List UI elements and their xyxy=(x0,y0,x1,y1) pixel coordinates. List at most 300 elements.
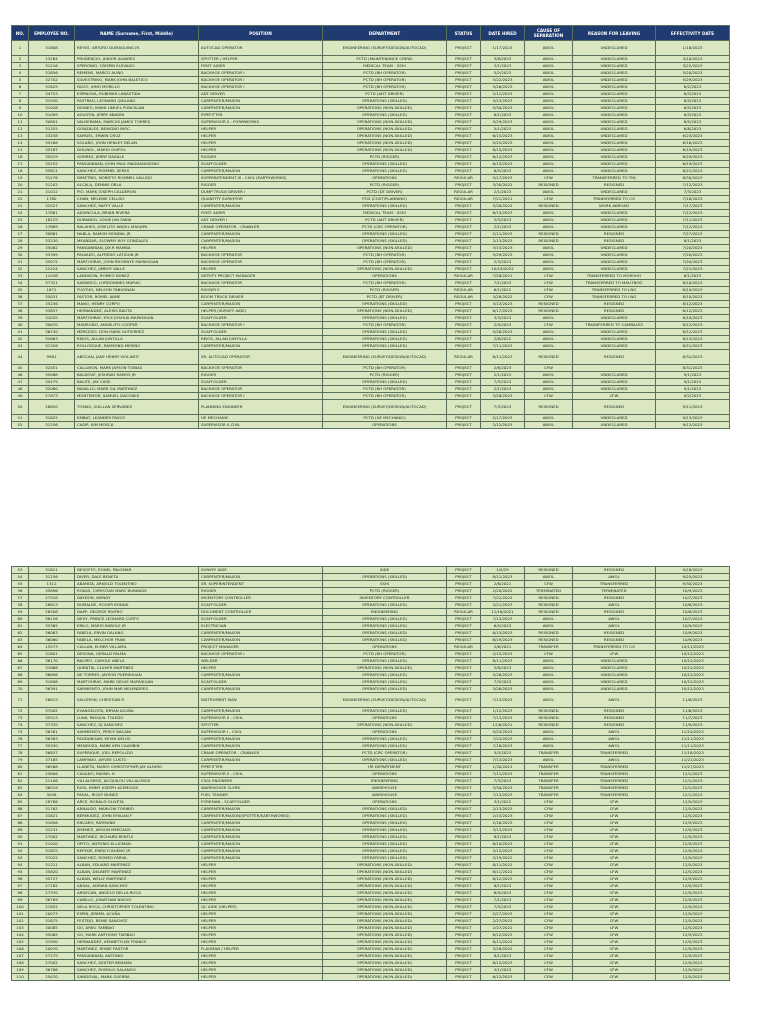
cell-department: PCTD (RIGGER) xyxy=(323,588,447,595)
cell-employee-no: 26813 xyxy=(29,602,75,609)
cell-status: PROJECT xyxy=(447,757,481,764)
cell-date-hired: 2/11/2023 xyxy=(481,231,525,238)
cell-name: ALBAN, EDUARD MARTINEZ xyxy=(75,862,199,869)
cell-date-hired: 8/11/2023 xyxy=(481,658,525,665)
cell-cause: AWOL xyxy=(525,379,573,386)
cell-reason: CFW xyxy=(573,918,656,925)
cell-date-hired: 2/15/2023 xyxy=(481,651,525,658)
table-row xyxy=(12,301,730,308)
cell-cause: AWOL xyxy=(525,91,573,98)
cell-department: OPERATIONS (SKILLED) xyxy=(323,679,447,686)
table-row xyxy=(12,693,730,708)
table-row xyxy=(12,147,730,154)
cell-cause: RESIGNED xyxy=(525,238,573,245)
cell-position: REJOS, ALLAN JUNTILLA xyxy=(199,336,323,343)
cell-reason: AWOL xyxy=(573,757,656,764)
cell-effectivity: 9/1/2023 xyxy=(656,379,730,386)
cell-employee-no: 15573 xyxy=(29,644,75,651)
cell-date-hired: 2/21/2023 xyxy=(481,602,525,609)
cell-date-hired: 3/13/2023 xyxy=(481,827,525,834)
cell-position: CIVIL ENGINEER xyxy=(199,778,323,785)
cell-department: PCTD (BH OPERATOR) xyxy=(323,651,447,658)
cell-employee-no: 31231 xyxy=(29,827,75,834)
cell-status: PROJECT xyxy=(447,336,481,343)
cell-cause: AWOL xyxy=(525,77,573,84)
table-row xyxy=(12,862,730,869)
cell-date-hired: 3/30/2023 xyxy=(481,785,525,792)
cell-department: OPERATIONS (SKILLED) xyxy=(323,743,447,750)
table-row xyxy=(12,259,730,266)
cell-date-hired: 11/16/2021 xyxy=(481,609,525,616)
cell-position: HELPER xyxy=(199,960,323,967)
cell-status: PROJECT xyxy=(447,308,481,315)
table-row xyxy=(12,848,730,855)
cell-name: EVANGELISTA, BRYAN ACUÑA xyxy=(75,708,199,715)
cell-employee-no: 31276 xyxy=(29,175,75,182)
cell-position: SCAFFOLDER xyxy=(199,329,323,336)
cell-effectivity: 6/5/2023 xyxy=(656,119,730,126)
cell-effectivity: 10/7/2023 xyxy=(656,616,730,623)
cell-effectivity: 12/5/2023 xyxy=(656,974,730,981)
cell-status: PROJECT xyxy=(447,651,481,658)
cell-position: HE MECHANIC xyxy=(199,415,323,422)
cell-no: 66 xyxy=(12,658,29,665)
cell-employee-no: 30881 xyxy=(29,231,75,238)
cell-effectivity: 9/13/2023 xyxy=(656,415,730,422)
cell-cause: AWOL xyxy=(525,70,573,77)
cell-no: 4 xyxy=(12,70,29,77)
cell-effectivity: 5/29/2023 xyxy=(656,77,730,84)
cell-cause: AWOL xyxy=(525,329,573,336)
cell-cause: AWOL xyxy=(525,336,573,343)
cell-effectivity: 7/11/2023 xyxy=(656,217,730,224)
cell-department: PCTD (BH OPERATOR) xyxy=(323,70,447,77)
cell-employee-no: 35727 xyxy=(29,876,75,883)
cell-department: OPERATIONS (SKILLED) xyxy=(323,161,447,168)
cell-name: MEANDAR, SLOWMY ROY GONZALES xyxy=(75,238,199,245)
cell-position: PROJECT MANAGER xyxy=(199,644,323,651)
cell-no: 85 xyxy=(12,799,29,806)
table-row xyxy=(12,203,730,210)
cell-effectivity: 12/1/2023 xyxy=(656,785,730,792)
table-row xyxy=(12,393,730,400)
cell-position: SR. AUTOCAD OPERATOR xyxy=(199,350,323,365)
cell-reason: RESIGNED xyxy=(573,350,656,365)
cell-effectivity: 12/5/2023 xyxy=(656,827,730,834)
cell-no: 35 xyxy=(12,287,29,294)
cell-effectivity: 9/2/2023 xyxy=(656,393,730,400)
cell-date-hired: 8/1/2023 xyxy=(481,834,525,841)
cell-date-hired: 3/28/2022 xyxy=(481,294,525,301)
cell-name: REJOS, ALLAN JUNTILLA xyxy=(75,336,199,343)
cell-date-hired: 6/19/2023 xyxy=(481,637,525,644)
cell-department: OPERATIONS (SKILLED) xyxy=(323,203,447,210)
cell-reason: RESIGNED xyxy=(573,231,656,238)
table-row xyxy=(12,217,730,224)
cell-no: 55 xyxy=(12,581,29,588)
cell-department: OPERATIONS (SKILLED) xyxy=(323,672,447,679)
cell-employee-no: 35065 xyxy=(29,932,75,939)
cell-reason: UNDECLARED xyxy=(573,112,656,119)
cell-status: PROJECT xyxy=(447,693,481,708)
cell-date-hired: 2/13/2023 xyxy=(481,238,525,245)
cell-no: 29 xyxy=(12,245,29,252)
cell-effectivity: 12/5/2023 xyxy=(656,946,730,953)
cell-reason: TERMINATED xyxy=(573,588,656,595)
cell-no: 48 xyxy=(12,386,29,393)
cell-effectivity: 7/20/2023 xyxy=(656,245,730,252)
cell-position: FOREMAN - SCAFFOLDER xyxy=(199,799,323,806)
cell-position: CARPENTER/MASON xyxy=(199,105,323,112)
cell-no: 93 xyxy=(12,855,29,862)
cell-date-hired: 7/3/2023 xyxy=(481,379,525,386)
cell-effectivity: 7/12/2023 xyxy=(656,210,730,217)
cell-status: PROJECT xyxy=(447,911,481,918)
table-row xyxy=(12,189,730,196)
cell-position: SCAFFOLDER xyxy=(199,679,323,686)
cell-no: 78 xyxy=(12,750,29,757)
table-row xyxy=(12,658,730,665)
cell-employee-no: 36060 xyxy=(29,637,75,644)
cell-department: ENGINEERING (SURVEY/DESIGN/AUTOCAD) xyxy=(323,693,447,708)
cell-date-hired: 3/1/2023 xyxy=(481,63,525,70)
cell-cause: CFW xyxy=(525,883,573,890)
cell-name: MENDOZA, MARK KEN CAAMBIN xyxy=(75,743,199,750)
cell-department: OPERATIONS (NON-SKILLED) xyxy=(323,245,447,252)
cell-reason: CFW xyxy=(573,806,656,813)
cell-employee-no: 27002 xyxy=(29,960,75,967)
cell-effectivity: 10/9/2023 xyxy=(656,623,730,630)
cell-reason: CFW xyxy=(573,932,656,939)
cell-status: PROJECT xyxy=(447,890,481,897)
table-row xyxy=(12,70,730,77)
cell-department: PCTD (BH OPERATOR) xyxy=(323,77,447,84)
table-row xyxy=(12,77,730,84)
cell-cause: AWOL xyxy=(525,743,573,750)
cell-department: OPERATIONS (NON-SKILLED) xyxy=(323,925,447,932)
cell-cause: AWOL xyxy=(525,147,573,154)
cell-reason: TRANSFERRED xyxy=(573,581,656,588)
cell-status: REGULAR xyxy=(447,644,481,651)
cell-employee-no: 31866 xyxy=(29,665,75,672)
cell-date-hired: 5/30/2023 xyxy=(481,105,525,112)
cell-no: 34 xyxy=(12,280,29,287)
cell-no: 57 xyxy=(12,595,29,602)
cell-no: 101 xyxy=(12,911,29,918)
cell-no: 84 xyxy=(12,792,29,799)
cell-position: ELECTRICIAN xyxy=(199,623,323,630)
cell-date-hired: 7/22/2022 xyxy=(481,595,525,602)
table-row xyxy=(12,841,730,848)
cell-cause: AWOL xyxy=(525,386,573,393)
cell-no: 91 xyxy=(12,841,29,848)
table-row xyxy=(12,231,730,238)
cell-cause: CFW xyxy=(525,294,573,301)
cell-name: ANSAL, ADRIAN SANCHEZ xyxy=(75,883,199,890)
cell-cause: CFW xyxy=(525,813,573,820)
cell-department: OPERATIONS (SKILLED) xyxy=(323,827,447,834)
cell-date-hired: 2/8/2022 xyxy=(481,336,525,343)
table-row xyxy=(12,820,730,827)
table-row xyxy=(12,946,730,953)
cell-status: PROJECT xyxy=(447,280,481,287)
cell-cause: AWOL xyxy=(525,574,573,581)
cell-department: OPERATIONS (NON-SKILLED) xyxy=(323,119,447,126)
cell-status: PROJECT xyxy=(447,372,481,379)
cell-no: 19 xyxy=(12,175,29,182)
cell-cause: CFW xyxy=(525,897,573,904)
cell-date-hired: 2/27/2023 xyxy=(481,918,525,925)
cell-employee-no: 35186 xyxy=(29,140,75,147)
cell-status: PROJECT xyxy=(447,715,481,722)
cell-position: CARPENTER/MASON xyxy=(199,848,323,855)
cell-cause: CFW xyxy=(525,862,573,869)
cell-no: 24 xyxy=(12,210,29,217)
cell-name: TOMAS, GUILLAN SERVANEZ xyxy=(75,400,199,415)
cell-date-hired: 2/20/2022 xyxy=(481,588,525,595)
table-row xyxy=(12,757,730,764)
cell-status: PROJECT xyxy=(447,897,481,904)
cell-position: HELPER xyxy=(199,974,323,981)
cell-reason: CFW xyxy=(573,827,656,834)
cell-department: OPERATIONS xyxy=(323,422,447,429)
cell-no: 68 xyxy=(12,672,29,679)
cell-department: OPERATIONS (NON-SKILLED) xyxy=(323,946,447,953)
cell-department: PCTD (DT DRIVER) xyxy=(323,189,447,196)
cell-department: PCTD (MAINTENANCE CREW) xyxy=(323,56,447,63)
cell-date-hired: 5/3/2023 xyxy=(481,750,525,757)
cell-department: OPERATIONS (SKILLED) xyxy=(323,806,447,813)
cell-name: ARDECAN, ANGELO DELLA ROCA xyxy=(75,890,199,897)
cell-status: PROJECT xyxy=(447,925,481,932)
cell-status: PROJECT xyxy=(447,56,481,63)
cell-status: PROJECT xyxy=(447,203,481,210)
cell-position: CARPENTER/MASON xyxy=(199,301,323,308)
table-row xyxy=(12,855,730,862)
cell-name: NAVALLO, MARK GIL MARTINEZ xyxy=(75,386,199,393)
cell-department: OPERATIONS (SKILLED) xyxy=(323,820,447,827)
cell-name: REYES, ARTURO DUMAGUING JR. xyxy=(75,41,199,56)
cell-position: SR. SUPERINTENDENT xyxy=(199,581,323,588)
table-row xyxy=(12,238,730,245)
cell-name: CASADO, RAFAEL H xyxy=(75,771,199,778)
cell-no: 11 xyxy=(12,119,29,126)
cell-effectivity: 6/5/2023 xyxy=(656,112,730,119)
cell-position: SUPERVISOR II - FORMWORKS xyxy=(199,119,323,126)
cell-department: OPERATIONS (NON-SKILLED) xyxy=(323,918,447,925)
cell-cause: TRANSFER xyxy=(525,771,573,778)
cell-reason: TRANSFERRED xyxy=(573,785,656,792)
cell-no: 27 xyxy=(12,231,29,238)
cell-name: MADROÑO, ANGELITO COOPER xyxy=(75,322,199,329)
cell-date-hired: 3/29/2023 xyxy=(481,252,525,259)
cell-reason: RESIGNED xyxy=(573,609,656,616)
cell-status: REGULAR xyxy=(447,175,481,182)
cell-no: 86 xyxy=(12,806,29,813)
cell-employee-no: 1671 xyxy=(29,287,75,294)
cell-employee-no: 26815 xyxy=(29,693,75,708)
cell-department: OPERATIONS (NON-SKILLED) xyxy=(323,308,447,315)
cell-position: HELPER xyxy=(199,953,323,960)
cell-position: QC AIDE (HELPER) xyxy=(199,904,323,911)
cell-position: BACKHOE OPERATOR I xyxy=(199,393,323,400)
cell-department: PCTD (ADT DRIVER) xyxy=(323,217,447,224)
cell-effectivity: 12/5/2023 xyxy=(656,848,730,855)
cell-name: SANCHEZ, RAFFY VALLE xyxy=(75,203,199,210)
cell-date-hired: 7/13/2023 xyxy=(481,792,525,799)
cell-department: HR DEPARTMENT xyxy=(323,764,447,771)
cell-no: 45 xyxy=(12,365,29,372)
cell-name: FABELA, ERVIN GALANG xyxy=(75,630,199,637)
cell-date-hired: 5/22/2023 xyxy=(481,77,525,84)
cell-employee-no: 31930 xyxy=(29,98,75,105)
table-row xyxy=(12,904,730,911)
cell-reason: UNDECLARED xyxy=(573,386,656,393)
cell-position: BACKHOE OPERATOR I xyxy=(199,322,323,329)
cell-effectivity: 8/10/2023 xyxy=(656,315,730,322)
cell-cause: AWOL xyxy=(525,63,573,70)
cell-position: BACKHOE OPERATOR I xyxy=(199,84,323,91)
cell-date-hired: 2/9/2023 xyxy=(481,322,525,329)
cell-effectivity: 12/5/2023 xyxy=(656,925,730,932)
cell-department: OPERATIONS (NON-SKILLED) xyxy=(323,890,447,897)
cell-no: 1 xyxy=(12,41,29,56)
table-row xyxy=(12,386,730,393)
cell-department: OPERATIONS (SKILLED) xyxy=(323,301,447,308)
cell-no: 20 xyxy=(12,182,29,189)
cell-effectivity: 11/6/2023 xyxy=(656,708,730,715)
cell-no: 40 xyxy=(12,322,29,329)
table-row xyxy=(12,350,730,365)
cell-position: BOOM TRUCK DRIVER xyxy=(199,294,323,301)
cell-effectivity: 12/5/2023 xyxy=(656,960,730,967)
cell-status: PROJECT xyxy=(447,918,481,925)
table-row xyxy=(12,630,730,637)
cell-position: SCAFFOLDER xyxy=(199,161,323,168)
cell-reason: UNDECLARED xyxy=(573,161,656,168)
cell-date-hired: 8/11/2023 xyxy=(481,574,525,581)
cell-effectivity: 1/18/2023 xyxy=(656,41,730,56)
cell-no: 10 xyxy=(12,112,29,119)
table-row xyxy=(12,869,730,876)
cell-status: PROJECT xyxy=(447,778,481,785)
table-row xyxy=(12,196,730,203)
cell-reason: CFW xyxy=(573,834,656,841)
cell-reason: UNDECLARED xyxy=(573,98,656,105)
table-row xyxy=(12,182,730,189)
cell-department: OPERATIONS (NON-SKILLED) xyxy=(323,665,447,672)
cell-employee-no: 35330 xyxy=(29,743,75,750)
cell-no: 61 xyxy=(12,623,29,630)
cell-status: PROJECT xyxy=(447,422,481,429)
table-row xyxy=(12,365,730,372)
cell-effectivity: 7/20/2023 xyxy=(656,252,730,259)
cell-reason: CFW xyxy=(573,960,656,967)
cell-name: PANGANIBAN, ANTONIO xyxy=(75,953,199,960)
cell-effectivity: 7/12/2023 xyxy=(656,224,730,231)
cell-position: BACKHOE OPERATOR I xyxy=(199,77,323,84)
cell-reason: UNDECLARED xyxy=(573,224,656,231)
cell-cause: AWOL xyxy=(525,259,573,266)
cell-date-hired: 7/21/2021 xyxy=(481,196,525,203)
cell-position: SPOTTER / HELPER xyxy=(199,56,323,63)
cell-effectivity: 6/3/2023 xyxy=(656,91,730,98)
table-row xyxy=(12,911,730,918)
cell-reason: UNDECLARED xyxy=(573,77,656,84)
cell-no: 87 xyxy=(12,813,29,820)
cell-cause: TRANSFER xyxy=(525,785,573,792)
cell-date-hired: 6/12/2023 xyxy=(481,932,525,939)
cell-position: INSTRUMENT MAN xyxy=(199,693,323,708)
cell-position: CARPENTER/MASON xyxy=(199,757,323,764)
cell-date-hired: 6/15/2023 xyxy=(481,210,525,217)
cell-status: PROJECT xyxy=(447,672,481,679)
cell-employee-no: 37321 xyxy=(29,280,75,287)
cell-effectivity: 8/31/2023 xyxy=(656,365,730,372)
cell-date-hired: 2/16/2023 xyxy=(481,820,525,827)
cell-department: OPERATIONS (NON-SKILLED) xyxy=(323,869,447,876)
cell-department: WAREHOUSE xyxy=(323,785,447,792)
cell-status: PROJECT xyxy=(447,848,481,855)
cell-department: PCTD (ADT DRIVER) xyxy=(323,91,447,98)
cell-date-hired: 2/1/2023 xyxy=(481,224,525,231)
cell-no: 75 xyxy=(12,729,29,736)
cell-effectivity: 9/1/2023 xyxy=(656,372,730,379)
table-row xyxy=(12,651,730,658)
cell-date-hired: 3/1/2022 xyxy=(481,799,525,806)
cell-effectivity: 12/5/2023 xyxy=(656,953,730,960)
cell-cause: AWOL xyxy=(525,693,573,708)
cell-date-hired: 5/25/2023 xyxy=(481,140,525,147)
cell-position: HELPER xyxy=(199,925,323,932)
cell-no: 53 xyxy=(12,567,29,574)
cell-position: CARPENTER/MASON xyxy=(199,743,323,750)
cell-effectivity: 6/19/2023 xyxy=(656,147,730,154)
cell-employee-no: 13284 xyxy=(29,56,75,63)
cell-employee-no: 31856 xyxy=(29,820,75,827)
table-row xyxy=(12,574,730,581)
cell-status: PROJECT xyxy=(447,869,481,876)
cell-employee-no: 33230 xyxy=(29,238,75,245)
cell-effectivity: 12/5/2023 xyxy=(656,918,730,925)
cell-employee-no: 35513 xyxy=(29,715,75,722)
cell-cause: AWOL xyxy=(525,140,573,147)
cell-department: INVENTORY CONTROLLER xyxy=(323,595,447,602)
cell-date-hired: 2/27/2023 xyxy=(481,911,525,918)
cell-department: ENGINEERING (SURVEY/DESIGN/AUTOCAD) xyxy=(323,350,447,365)
table-row xyxy=(12,140,730,147)
cell-position: DUMP TRUCK DRIVER I xyxy=(199,189,323,196)
cell-reason: RESIGNED xyxy=(573,301,656,308)
cell-employee-no: 28786 xyxy=(29,799,75,806)
cell-effectivity: 11/27/2023 xyxy=(656,764,730,771)
cell-effectivity: 8/15/2023 xyxy=(656,336,730,343)
cell-department: OPERATIONS (NON-SKILLED) xyxy=(323,883,447,890)
cell-no: 110 xyxy=(12,974,29,981)
cell-reason: UNDECLARED xyxy=(573,336,656,343)
cell-reason: UNDECLARED xyxy=(573,41,656,56)
cell-no: 100 xyxy=(12,904,29,911)
separation-table-part-2 xyxy=(11,566,729,981)
cell-no: 52 xyxy=(12,422,29,429)
cell-reason: CFW xyxy=(573,946,656,953)
cell-cause: RESIGNED xyxy=(525,722,573,729)
cell-effectivity: 6/16/2023 xyxy=(656,140,730,147)
cell-date-hired: 7/13/2023 xyxy=(481,616,525,623)
cell-effectivity: 7/18/2023 xyxy=(656,196,730,203)
cell-no: 69 xyxy=(12,679,29,686)
cell-department: OPERATIONS (NON-SKILLED) xyxy=(323,133,447,140)
